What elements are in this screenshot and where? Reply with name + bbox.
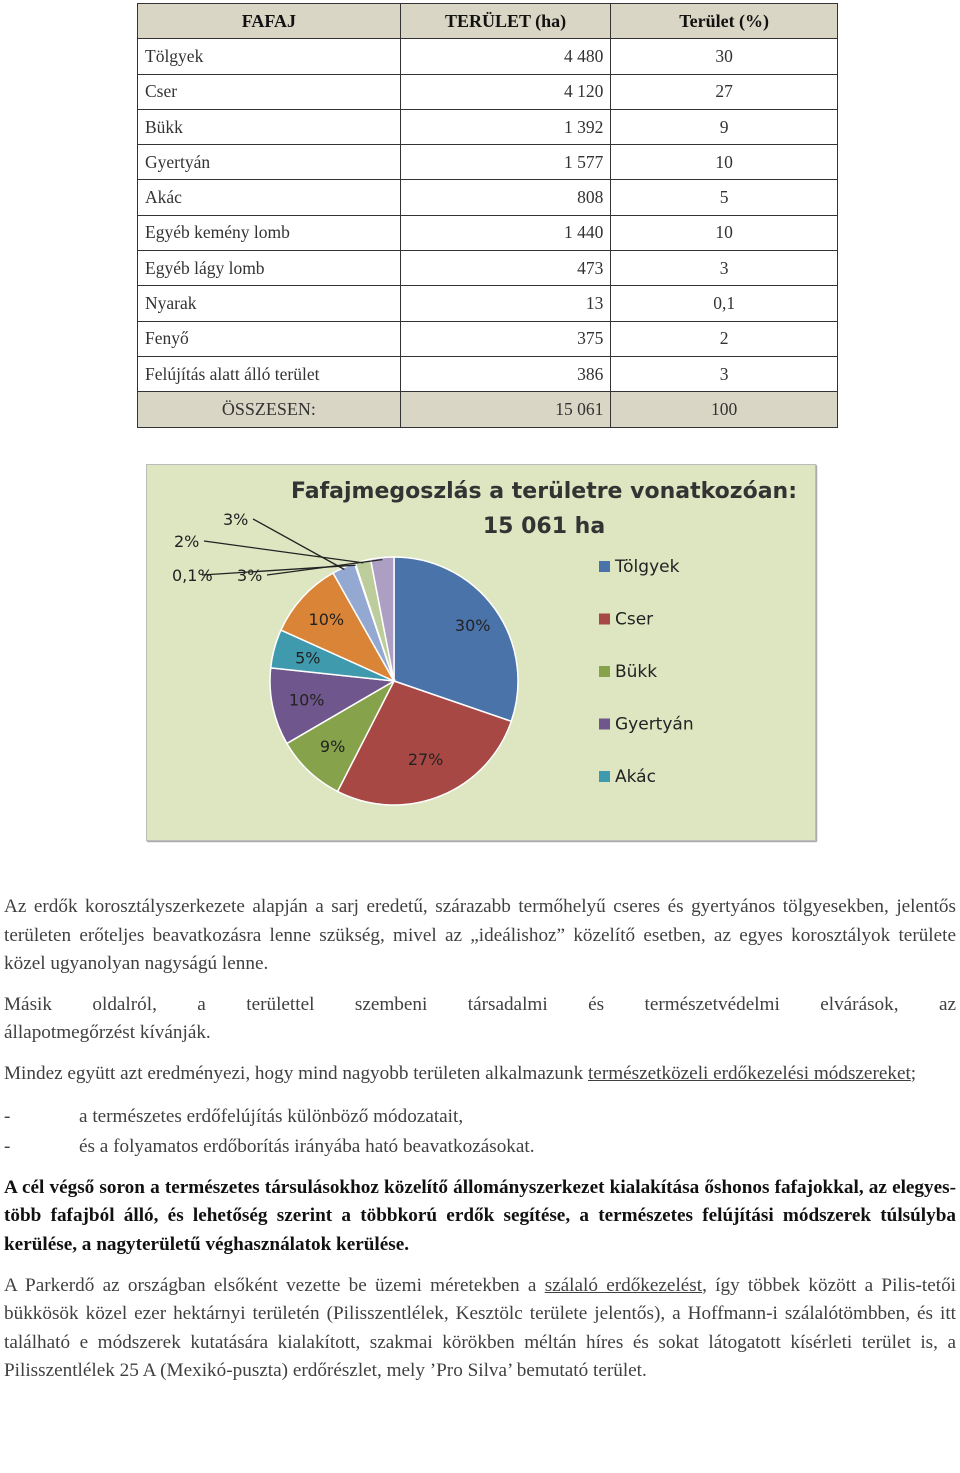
cell-species: Egyéb kemény lomb [138,215,401,250]
cell-area: 808 [400,180,611,215]
cell-percent: 30 [611,39,838,74]
legend-label: Akác [615,767,656,787]
legend-label: Tölgyek [615,557,680,577]
table-row [138,251,838,286]
cell-percent: 9 [611,109,838,144]
pie-chart [146,464,816,841]
paragraph-goal: A cél végső soron a természetes társulásokhoz közelítő állományszerkezet kialakítása őshonos fafajokkal, az elegyes-több fafajból álló, és lehetőség szerint a többkorú erdők segítése, a természetes felújítási módszerek túlsúlyba kerülése, a nagyterületű véghasználatok kerülése. [4,1176,956,1255]
total-area: 15 061 [400,392,611,427]
cell-species: Akác [138,180,401,215]
column-header-species: FAFAJ [138,4,401,39]
data-label: 3% [237,566,263,585]
pie-chart-canvas [147,465,815,840]
cell-percent: 2 [611,321,838,356]
cell-area: 4 120 [400,74,611,109]
list-dash: - [4,1136,11,1158]
data-label: 2% [174,532,200,551]
column-header-area: TERÜLET (ha) [400,4,611,39]
list-item [4,1133,956,1162]
cell-area: 386 [400,356,611,391]
table-row [138,215,838,250]
cell-percent: 0,1 [611,286,838,321]
data-label: 30% [454,615,491,635]
paragraph-methods-text: Mindez együtt azt eredményezi, hogy mind nagyobb területen alkalmazunk [4,1062,588,1084]
data-label: 5% [295,648,321,668]
table-row [138,145,838,180]
data-label: 9% [319,736,346,756]
cell-species: Cser [138,74,401,109]
list-item-text: és a folyamatos erdőborítás irányába ható beavatkozásokat. [79,1136,535,1158]
table-row [138,74,838,109]
cell-area: 13 [400,286,611,321]
cell-species: Tölgyek [138,39,401,74]
legend-swatch [599,719,610,730]
cell-area: 1 392 [400,109,611,144]
table-total-row [138,392,838,427]
cell-percent: 27 [611,74,838,109]
table-row [138,39,838,74]
bullet-list [4,1103,956,1162]
legend-label: Gyertyán [615,714,694,735]
cell-area: 1 577 [400,145,611,180]
paragraph-methods-end: ; [910,1062,917,1084]
cell-percent: 3 [611,251,838,286]
data-label: 0,1% [172,566,213,585]
link-nature-close-management: természetközeli erdőkezelési módszereket [587,1062,911,1084]
cell-area: 473 [400,251,611,286]
cell-species: Egyéb lágy lomb [138,251,401,286]
link-selection-forestry: szálaló erdőkezelést [544,1274,703,1296]
cell-percent: 3 [611,356,838,391]
leader-line [204,541,363,563]
cell-percent: 5 [611,180,838,215]
table-header-row [138,4,838,39]
list-item-text: a természetes erdőfelújítás különböző módozatait, [79,1105,464,1127]
data-label: 3% [223,510,249,529]
table-row [138,180,838,215]
legend-swatch [599,771,610,782]
legend-swatch [599,666,610,677]
paragraph-parkerdo-rest: , így többek között a Pilis-tetői bükkösök közel ezer hektárnyi területén (Pilisszentlélek, Kesztölc területe jelentős), a Hoffmann-i szálalótömbben, és itt található e módszerek kutatására kialakított, szakmai körökben méltán híres és sokat látogatott kísérleti terület is, a Pilisszentlélek 25 A (Mexikó-puszta) erdőrészlet, mely ’Pro Silva’ bemutató terület. [4,1274,957,1382]
paragraph-expectations-line2: állapotmegőrzést kívánják. [4,1022,211,1044]
chart-title-line: Fafajmegoszlás a területre vonatkozóan: [290,479,798,504]
table-row [138,286,838,321]
data-label: 10% [288,690,325,710]
cell-area: 375 [400,321,611,356]
cell-species: Gyertyán [138,145,401,180]
species-area-table [137,3,838,428]
data-label: 27% [407,750,444,770]
paragraph-parkerdo-text: A Parkerdő az országban elsőként vezette be üzemi méretekben a [4,1274,545,1296]
legend-swatch [599,614,610,625]
chart-title-line: 15 061 ha [482,514,606,539]
legend-label: Bükk [615,662,658,682]
data-label: 10% [308,610,345,630]
cell-area: 4 480 [400,39,611,74]
table-row [138,321,838,356]
cell-percent: 10 [611,215,838,250]
total-percent: 100 [611,392,838,427]
list-dash: - [4,1105,11,1127]
paragraph-age-structure: Az erdők korosztályszerkezete alapján a sarj eredetű, szárazabb termőhelyű cseres és gyertyános tölgyesekben, jelentős területen erőteljes beavatkozásra lenne szükség, mivel az „ideálishoz” közelítő esetben, az egyes korosztályok területe közel ugyanolyan nagyságú lenne. [4,896,956,975]
leader-line [253,519,344,570]
cell-species: Fenyő [138,321,401,356]
legend-swatch [599,561,610,572]
legend-label: Cser [615,609,654,630]
cell-species: Felújítás alatt álló terület [138,356,401,391]
cell-area: 1 440 [400,215,611,250]
paragraph-methods [4,1060,956,1089]
cell-species: Bükk [138,109,401,144]
column-header-percent: Terület (%) [611,4,838,39]
body-text [4,893,956,1386]
total-label: ÖSSZESEN: [138,392,401,427]
cell-percent: 10 [611,145,838,180]
table-row [138,109,838,144]
paragraph-expectations-line1: Másik oldalról, a területtel szembeni társadalmi és természetvédelmi elvárások, az [4,993,956,1015]
list-item [4,1103,956,1132]
cell-species: Nyarak [138,286,401,321]
paragraph-parkerdo [4,1272,956,1386]
table-row [138,356,838,391]
